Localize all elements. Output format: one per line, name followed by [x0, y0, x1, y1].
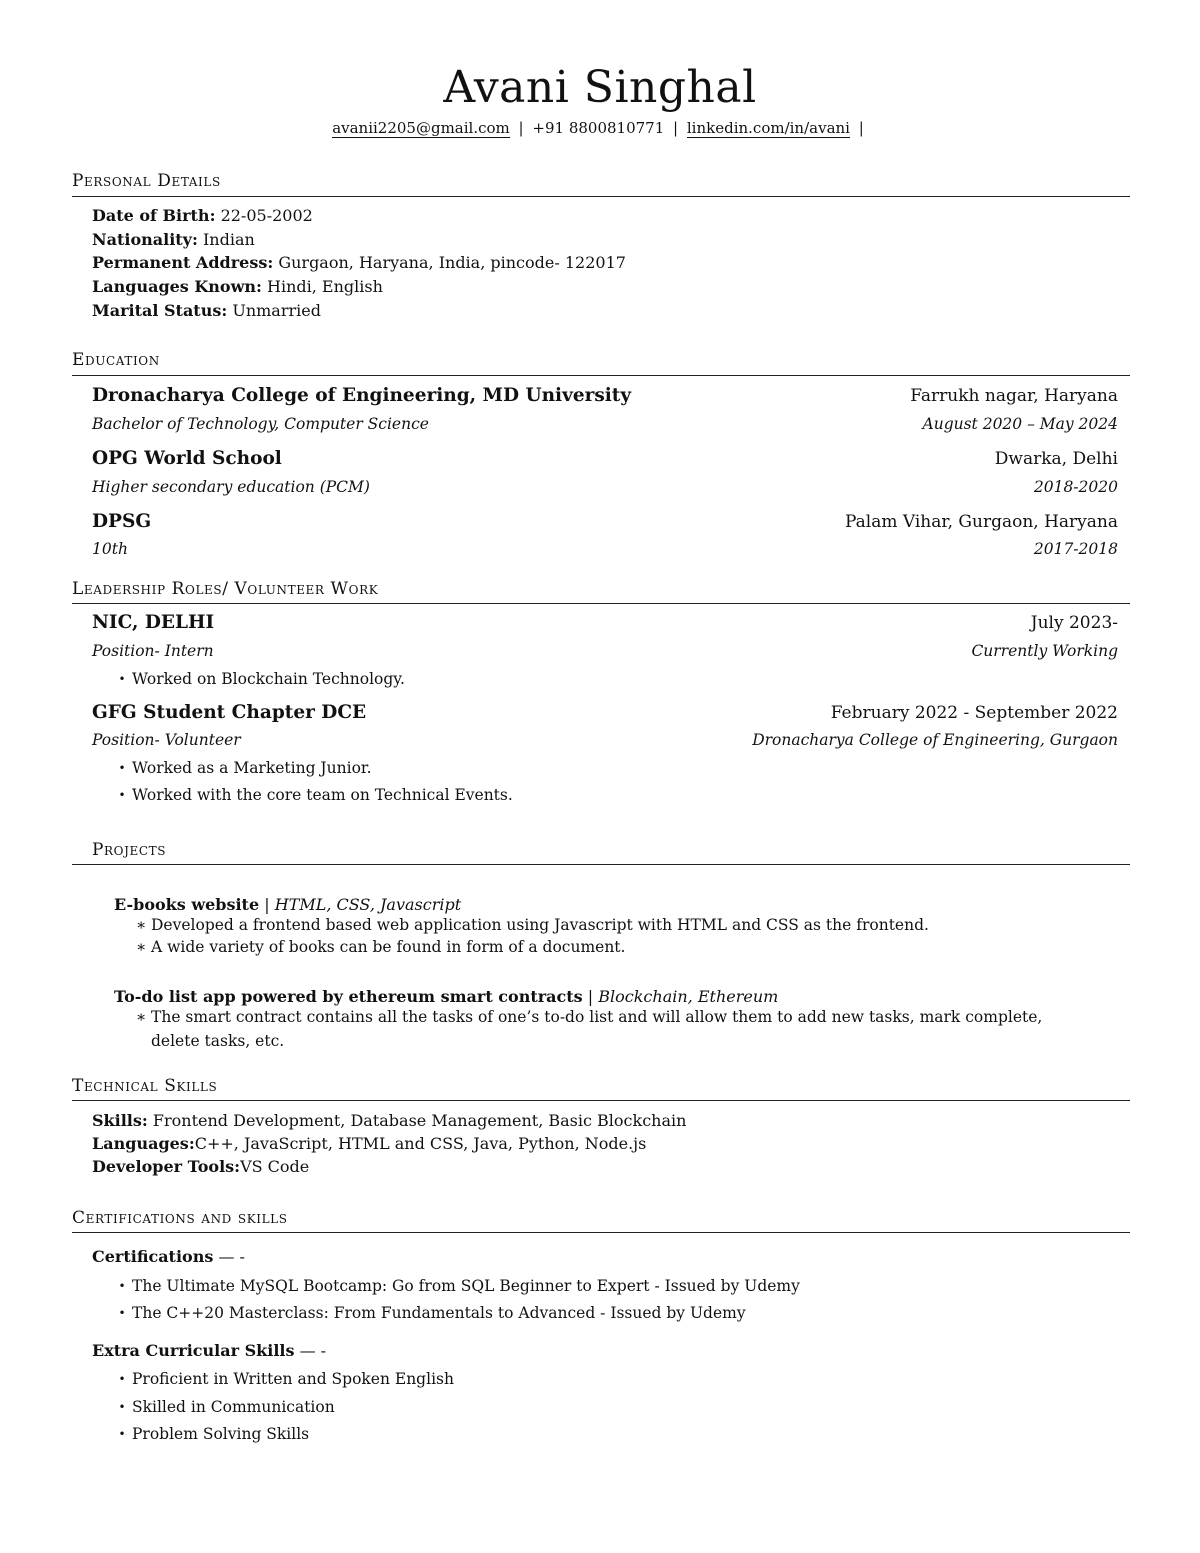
- bullet-icon: •: [118, 1372, 126, 1386]
- list-item-continuation: delete tasks, etc.: [151, 1032, 285, 1050]
- extra-heading: Extra Curricular Skills — -: [92, 1341, 327, 1360]
- project-heading: [114, 894, 461, 916]
- education-location: Palam Vihar, Gurgaon, Haryana: [844, 512, 1118, 532]
- separator: |: [518, 119, 524, 137]
- education-location: Farrukh nagar, Haryana: [910, 386, 1118, 406]
- leadership-place: Currently Working: [971, 642, 1118, 660]
- asterisk-icon: ∗: [135, 938, 147, 956]
- list-item: • Problem Solving Skills: [112, 1423, 309, 1445]
- list-item: • Skilled in Communication: [112, 1396, 335, 1418]
- field-label: Permanent Address:: [92, 253, 274, 272]
- section-title-leadership: Leadership Roles/ Volunteer Work: [72, 579, 379, 599]
- education-school: OPG World School: [92, 448, 282, 469]
- contact-line: [0, 118, 1200, 138]
- bullet-icon: •: [118, 788, 126, 802]
- leadership-org: NIC, DELHI: [92, 612, 215, 633]
- field-label: Date of Birth:: [92, 206, 216, 225]
- education-location: Dwarka, Delhi: [994, 449, 1118, 469]
- section-title-technical: Technical Skills: [72, 1076, 218, 1096]
- section-rule: [72, 196, 1130, 197]
- list-item: • The C++20 Masterclass: From Fundamentals to Advanced - Issued by Udemy: [112, 1302, 746, 1324]
- personal-row: [92, 229, 255, 251]
- section-rule: [72, 1232, 1130, 1233]
- list-item: • Proficient in Written and Spoken English: [112, 1368, 454, 1390]
- section-rule: [72, 1100, 1130, 1101]
- personal-row: [92, 276, 383, 298]
- list-item: • Worked on Blockchain Technology.: [112, 668, 405, 690]
- project-title: E-books website: [114, 895, 260, 914]
- list-item: • Worked with the core team on Technical Events.: [112, 784, 513, 806]
- list-item: ∗ The smart contract contains all the tasks of one’s to-do list and will allow them to add new tasks, mark complete,: [131, 1006, 1042, 1028]
- leadership-org: GFG Student Chapter DCE: [92, 702, 367, 723]
- list-item: ∗ Developed a frontend based web application using Javascript with HTML and CSS as the frontend.: [131, 914, 929, 936]
- education-dates: 2018-2020: [1033, 478, 1118, 496]
- list-item: • The Ultimate MySQL Bootcamp: Go from SQL Beginner to Expert - Issued by Udemy: [112, 1275, 800, 1297]
- bullet-icon: •: [118, 1427, 126, 1441]
- education-school: DPSG: [92, 511, 152, 532]
- field-value: Frontend Development, Database Management, Basic Blockchain: [152, 1111, 687, 1130]
- list-item: • Worked as a Marketing Junior.: [112, 757, 372, 779]
- asterisk-icon: ∗: [135, 1008, 147, 1026]
- education-degree: 10th: [92, 540, 128, 558]
- project-tech: Blockchain, Ethereum: [598, 987, 779, 1006]
- education-school: Dronacharya College of Engineering, MD University: [92, 385, 632, 406]
- section-rule: [72, 864, 1130, 865]
- bullet-icon: •: [118, 672, 126, 686]
- project-heading: [114, 986, 778, 1008]
- separator: |: [264, 895, 270, 914]
- project-title: To-do list app powered by ethereum smart contracts: [114, 987, 583, 1006]
- leadership-dates: July 2023-: [1030, 613, 1118, 633]
- personal-row: [92, 252, 626, 274]
- leadership-dates: February 2022 - September 2022: [830, 703, 1118, 723]
- section-title-education: Education: [72, 350, 160, 370]
- phone-number: +91 8800810771: [532, 119, 665, 137]
- separator: |: [858, 119, 864, 137]
- education-dates: August 2020 – May 2024: [922, 415, 1118, 433]
- section-title-personal: Personal Details: [72, 171, 221, 191]
- field-value: Gurgaon, Haryana, India, pincode- 122017: [278, 253, 626, 272]
- field-value: Unmarried: [232, 301, 321, 320]
- section-rule: [72, 603, 1130, 604]
- leadership-position: Position- Volunteer: [92, 731, 241, 749]
- separator: |: [587, 987, 594, 1006]
- candidate-name: Avani Singhal: [443, 62, 757, 113]
- field-label: Languages:: [92, 1134, 195, 1153]
- separator: |: [673, 119, 679, 137]
- cert-heading: Certifications — -: [92, 1247, 245, 1266]
- field-value: C++, JavaScript, HTML and CSS, Java, Python, Node.js: [194, 1134, 647, 1153]
- project-tech: HTML, CSS, Javascript: [274, 895, 462, 914]
- asterisk-icon: ∗: [135, 916, 147, 934]
- section-title-projects: Projects: [92, 840, 167, 860]
- education-degree: Bachelor of Technology, Computer Science: [92, 415, 429, 433]
- field-value: VS Code: [240, 1157, 310, 1176]
- email-link[interactable]: avanii2205@gmail.com: [332, 119, 510, 137]
- bullet-icon: •: [118, 761, 126, 775]
- field-value: Hindi, English: [267, 277, 383, 296]
- personal-row: [92, 300, 321, 322]
- linkedin-link[interactable]: linkedin.com/in/avani: [686, 119, 850, 137]
- skill-row: [92, 1110, 686, 1132]
- field-label: Marital Status:: [92, 301, 228, 320]
- field-value: 22-05-2002: [220, 206, 313, 225]
- field-label: Languages Known:: [92, 277, 262, 296]
- skill-row: [92, 1156, 309, 1178]
- bullet-icon: •: [118, 1400, 126, 1414]
- skill-row: [92, 1133, 646, 1155]
- field-label: Developer Tools:: [92, 1157, 241, 1176]
- bullet-icon: •: [118, 1306, 126, 1320]
- list-item: ∗ A wide variety of books can be found in form of a document.: [131, 936, 625, 958]
- field-label: Nationality:: [92, 230, 198, 249]
- leadership-position: Position- Intern: [92, 642, 214, 660]
- education-degree: Higher secondary education (PCM): [92, 478, 370, 496]
- section-rule: [72, 375, 1130, 376]
- personal-row: [92, 205, 313, 227]
- field-label: Skills:: [92, 1111, 148, 1130]
- leadership-place: Dronacharya College of Engineering, Gurgaon: [752, 731, 1118, 749]
- section-title-certifications: Certifications and skills: [72, 1208, 288, 1228]
- education-dates: 2017-2018: [1033, 540, 1118, 558]
- field-value: Indian: [202, 230, 255, 249]
- bullet-icon: •: [118, 1279, 126, 1293]
